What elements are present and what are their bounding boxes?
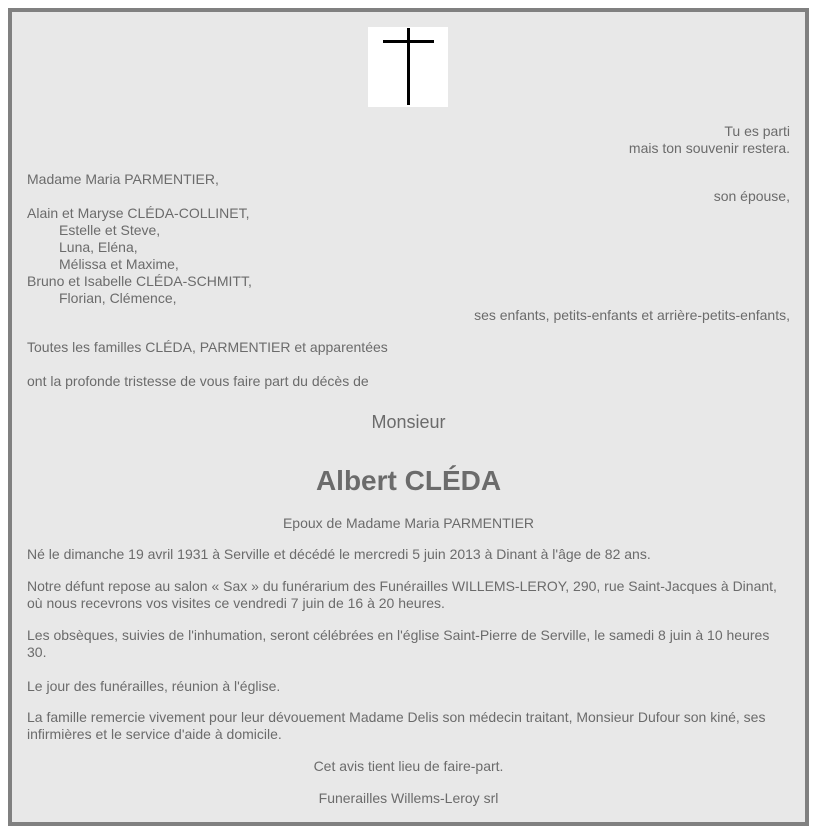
grandchild-line: Luna, Eléna, — [59, 239, 138, 255]
obituary-card — [8, 8, 809, 826]
visitation-paragraph: Notre défunt repose au salon « Sax » du funérarium des Funérailles WILLEMS-LEROY, 290, rue Saint-Jacques à Dinant, où nous recevrons vos visites ce vendredi 7 juin de 16 à 20 heures. — [27, 578, 777, 611]
meeting-paragraph: Le jour des funérailles, réunion à l'église. — [27, 678, 281, 694]
poem-line-2: mais ton souvenir restera. — [628, 140, 790, 156]
announcement-line: ont la profonde tristesse de vous faire part du décès de — [27, 373, 369, 389]
deceased-name: Albert CLÉDA — [315, 465, 502, 496]
grandchild-line: Mélissa et Maxime, — [59, 256, 179, 272]
deceased-title: Monsieur — [371, 412, 446, 432]
families-line: Toutes les familles CLÉDA, PARMENTIER et apparentées — [27, 339, 388, 355]
cross-horizontal-bar — [383, 40, 434, 43]
spouse-role: son épouse, — [713, 188, 790, 204]
birth-death-paragraph: Né le dimanche 19 avril 1931 à Serville et décédé le mercredi 5 juin 2013 à Dinant à l'âge de 82 ans. — [27, 546, 651, 562]
poem-line-1: Tu es parti — [724, 123, 790, 139]
spouse-name: Madame Maria PARMENTIER, — [27, 171, 219, 187]
children-role: ses enfants, petits-enfants et arrière-petits-enfants, — [474, 307, 790, 323]
notice-line: Cet avis tient lieu de faire-part. — [313, 758, 504, 774]
child-line: Alain et Maryse CLÉDA-COLLINET, — [27, 205, 250, 221]
grandchild-line: Florian, Clémence, — [59, 290, 177, 306]
grandchild-line: Estelle et Steve, — [59, 222, 161, 238]
funeral-paragraph: Les obsèques, suivies de l'inhumation, seront célébrées en l'église Saint-Pierre de Serville, le samedi 8 juin à 10 heures 30. — [27, 627, 770, 660]
child-line: Bruno et Isabelle CLÉDA-SCHMITT, — [27, 273, 252, 289]
cross-icon — [368, 27, 448, 107]
deceased-spouse-line: Epoux de Madame Maria PARMENTIER — [282, 515, 535, 531]
thanks-paragraph: La famille remercie vivement pour leur dévouement Madame Delis son médecin traitant, Monsieur Dufour son kiné, ses infirmières et le service d'aide à domicile. — [27, 709, 766, 742]
signature-line: Funerailles Willems-Leroy srl — [318, 790, 499, 806]
